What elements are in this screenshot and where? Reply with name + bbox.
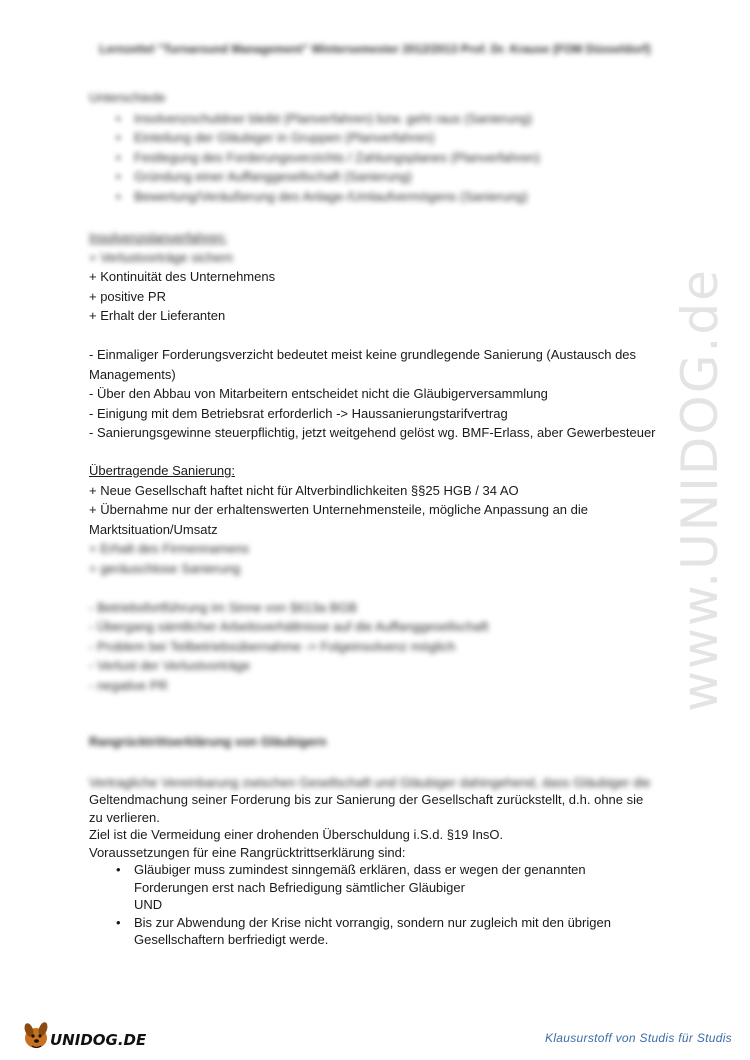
rangruecktritt-heading: Rangrücktrittserklärung von Gläubigern [89, 735, 327, 749]
uebertragende-pro-item [89, 500, 659, 537]
insolvenzplan-con-item: - Über den Abbau von Mitarbeitern entscheidet nicht die Gläubigerversammlung [89, 386, 548, 401]
insolvenzplan-pro-item: + positive PR [89, 288, 166, 304]
section-uebertragende [89, 461, 659, 695]
dog-logo-icon [22, 1012, 162, 1054]
list-item: • Einteilung der Gläubiger in Gruppen (Planverfahren) [134, 128, 659, 148]
insolvenzplan-pro-item: + Erhalt der Lieferanten [89, 308, 226, 323]
unterschiede-heading: Unterschiede [89, 90, 166, 105]
uebertragende-pro-text: + Übernahme nur der erhaltenswerten Unternehmensteile, mögliche Anpassung an die Marktsituation/Umsatz [89, 502, 588, 537]
section-unterschiede [89, 88, 659, 206]
rangruecktritt-line: Geltendmachung seiner Forderung bis zur Sanierung der Gesellschaft zurückstellt, d.h. ohne sie zu verlieren. [89, 792, 644, 825]
insolvenzplan-blurred-pro: + Verlustvorträge sichern [89, 249, 234, 265]
insolvenzplan-con-item: - Einmaliger Forderungsverzicht bedeutet meist keine grundlegende Sanierung (Austausch des Managements) [89, 347, 637, 382]
list-item: • Gründung einer Auffanggesellschaft (Sanierung) [134, 167, 659, 187]
rangruecktritt-bullet-text: Gläubiger muss zumindest sinngemäß erklären, dass er wegen der genannten Forderungen erst nach Befriedigung sämtlicher Gläubiger [134, 862, 586, 895]
rangruecktritt-blurred-line: Vertragliche Vereinbarung zwischen Gesellschaft und Gläubiger dahingehend, dass Gläubiger die [89, 774, 651, 790]
list-item: • Festlegung des Forderungsverzichts / Zahlungsplanes (Planverfahren) [134, 148, 659, 168]
document-header: Lernzettel "Turnaround Management" Wintersemester 2012/2013 Prof. Dr. Krause (FOM Düsseldorf) [99, 44, 651, 56]
uebertragende-blurred-pro: + Erhalt des Firmennamens [89, 541, 250, 556]
uebertragende-blurred-con: - Problem bei Teilbetriebsübernahme -> Folgeinsolvenz möglich [89, 638, 456, 654]
uebertragende-blurred-con: - Übergang sämtlicher Arbeitsverhältnisse auf die Auffanggesellschaft [89, 619, 489, 634]
insolvenzplan-pro-item: + Kontinuität des Unternehmens [89, 269, 276, 284]
rangruecktritt-list [89, 861, 659, 949]
watermark-text: www.UNIDOG.de [671, 268, 730, 712]
footer-tagline: Klausurstoff von Studis für Studis [545, 1031, 732, 1045]
insolvenzplan-con-item: - Einigung mit dem Betriebsrat erforderlich -> Haussanierungstarifvertrag [89, 405, 508, 421]
insolvenzplan-con-item: - Sanierungsgewinne steuerpflichtig, jetzt weitgehend gelöst wg. BMF-Erlass, aber Gewerbesteuer [89, 425, 656, 440]
list-item: • Bewertung/Veräußerung des Anlage-/Umlaufvermögens (Sanierung) [134, 187, 659, 207]
rangruecktritt-line: Ziel ist die Vermeidung einer drohenden Überschuldung i.S.d. §19 InsO. [89, 827, 504, 842]
list-item: • Insolvenzschuldner bleibt (Planverfahren) bzw. geht raus (Sanierung) [134, 109, 659, 129]
uebertragende-blurred-pro: + geräuschlose Sanierung [89, 560, 241, 576]
uebertragende-blurred-con: - Verlust der Verlustvorträge [89, 658, 251, 673]
section-insolvenzplan [89, 228, 659, 443]
list-item [134, 861, 659, 914]
watermark [640, 250, 750, 730]
rangruecktritt-line: Voraussetzungen für eine Rangrücktrittserklärung sind: [89, 844, 406, 860]
insolvenzplan-heading: Insolvenzplanverfahren: [89, 230, 228, 245]
list-item: • Bis zur Abwendung der Krise nicht vorrangig, sondern nur zugleich mit den übrigen Gesellschaftern berfriedigt werde. [134, 914, 659, 949]
section-rangruecktritt [89, 734, 659, 949]
unterschiede-list [89, 109, 659, 207]
unidog-logo [22, 1012, 162, 1054]
uebertragende-pro-item: + Neue Gesellschaft haftet nicht für Altverbindlichkeiten §§25 HGB / 34 AO [89, 482, 519, 498]
logo-text: UNIDOG.DE [50, 1031, 147, 1049]
rangruecktritt-und: UND [134, 897, 163, 912]
uebertragende-heading: Übertragende Sanierung: [89, 463, 235, 478]
uebertragende-blurred-con: - Betriebsfortführung im Sinne von §613a BGB [89, 599, 358, 615]
uebertragende-blurred-con: - negative PR [89, 677, 168, 693]
